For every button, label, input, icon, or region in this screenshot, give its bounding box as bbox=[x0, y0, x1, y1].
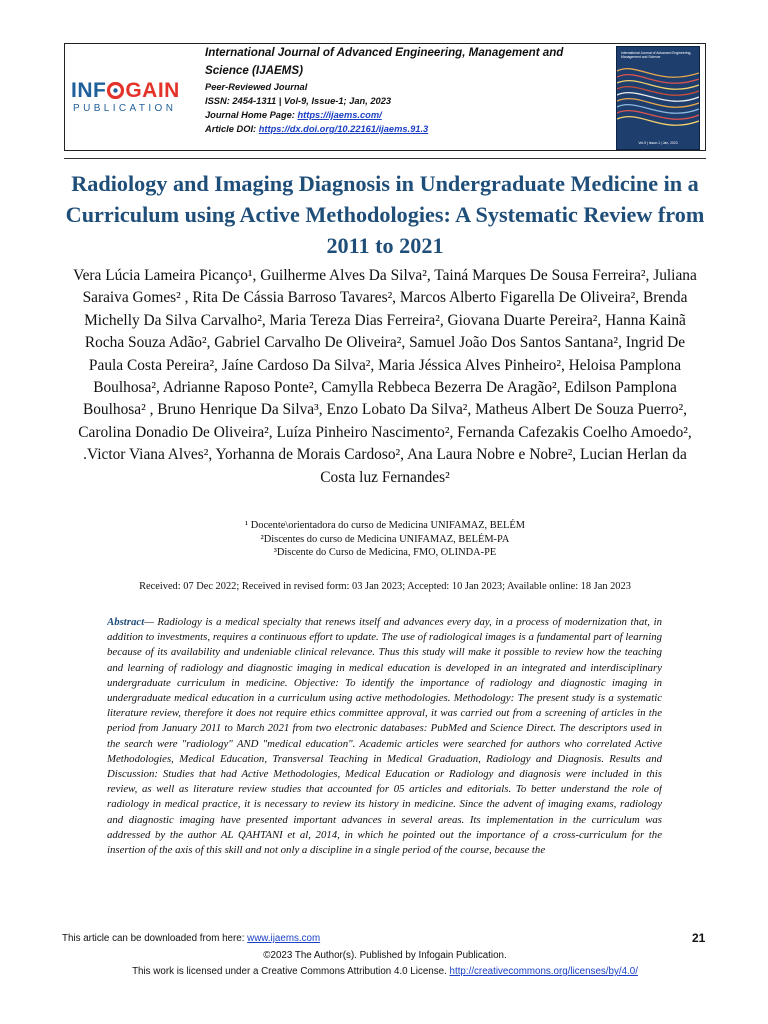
download-line bbox=[62, 932, 320, 945]
license-link[interactable]: http://creativecommons.org/licenses/by/4.0/ bbox=[449, 966, 638, 977]
logo-o-ring-icon bbox=[106, 82, 125, 99]
affiliation-3: ³Discente do Curso de Medicina, FMO, OLINDA-PE bbox=[273, 547, 497, 558]
page-number: 21 bbox=[692, 931, 706, 945]
journal-header bbox=[64, 43, 706, 151]
journal-title: International Journal of Advanced Engineering, Management and Science (IJAEMS) bbox=[205, 46, 564, 77]
cover-title: International Journal of Advanced Engineering, Management and Science bbox=[621, 51, 692, 60]
infogain-logo bbox=[71, 80, 197, 120]
logo-subtitle: PUBLICATION bbox=[73, 103, 177, 114]
logo-text-part1: INF bbox=[71, 79, 107, 102]
license-line bbox=[64, 965, 706, 978]
doi-label: Article DOI: bbox=[205, 124, 259, 134]
publication-dates: Received: 07 Dec 2022; Received in revised form: 03 Jan 2023; Accepted: 10 Jan 2023; Available online: 18 Jan 2023 bbox=[139, 581, 631, 592]
homepage-line bbox=[205, 108, 610, 122]
copyright-line: ©2023 The Author(s). Published by Infogain Publication. bbox=[263, 950, 507, 961]
peer-reviewed-label: Peer-Reviewed Journal bbox=[205, 82, 308, 92]
doi-link[interactable]: https://dx.doi.org/10.22161/ijaems.91.3 bbox=[258, 124, 429, 134]
header-divider bbox=[64, 158, 706, 159]
download-label: This article can be downloaded from here: bbox=[62, 933, 248, 944]
affiliations bbox=[64, 519, 706, 560]
doi-line bbox=[205, 122, 610, 136]
homepage-link[interactable]: https://ijaems.com/ bbox=[297, 110, 382, 120]
download-link[interactable]: www.ijaems.com bbox=[247, 933, 321, 944]
logo-text-part2: GAIN bbox=[125, 79, 180, 102]
journal-info bbox=[205, 44, 610, 136]
author-list: Vera Lúcia Lameira Picanço¹, Guilherme Alves Da Silva², Tainá Marques De Sousa Ferreira², Juliana Saraiva Gomes² , Rita De Cássia Barroso Tavares², Marcos Alberto Figarella De Oliveira², Brenda Michelly Da Silva Carvalho², Maria Tereza Dias Ferreira², Giovana Duarte Pereira², Hanna Kainã Rocha Souza Adão², Gabriel Carvalho De Oliveira², Samuel João Dos Santos Santana², Ingrid De Paula Costa Pereira², Jaíne Cardoso Da Silva², Maria Jéssica Alves Pinheiro², Heloisa Pamplona Boulhosa², Adrianne Raposo Ponte², Camylla Rebbeca Bezerra De Aragão², Edilson Pamplona Boulhosa² , Bruno Henrique Da Silva³, Enzo Lobato Da Silva², Matheus Albert De Souza Puerro², Carolina Donadio De Oliveira², Luíza Pinheiro Nascimento², Fernanda Cafezakis Coelho Amoedo², .Victor Viana Alves², Yorhanna de Morais Cardoso², Ana Laura Nobre e Nobre², Lucian Herlan da Costa luz Fernandes² bbox=[73, 267, 697, 486]
issn-line: ISSN: 2454-1311 | Vol-9, Issue-1; Jan, 2023 bbox=[205, 96, 392, 106]
abstract bbox=[107, 615, 662, 919]
license-label: This work is licensed under a Creative Commons Attribution 4.0 License. bbox=[132, 966, 450, 977]
cover-footer: Vol-9 | Issue-1 | Jan, 2023 bbox=[638, 140, 678, 145]
affiliation-2: ²Discentes do curso de Medicina UNIFAMAZ, BELÉM-PA bbox=[260, 533, 510, 545]
paper-title: Radiology and Imaging Diagnosis in Undergraduate Medicine in a Curriculum using Active Methodologies: A Systematic Review from 2011 to 2021 bbox=[65, 171, 705, 258]
abstract-label: Abstract bbox=[107, 616, 145, 628]
journal-cover-thumbnail bbox=[616, 46, 700, 150]
homepage-label: Journal Home Page: bbox=[205, 110, 298, 120]
cover-wave-art bbox=[617, 65, 699, 127]
affiliation-1: ¹ Docente\orientadora do curso de Medicina UNIFAMAZ, BELÉM bbox=[245, 520, 525, 531]
abstract-text: — Radiology is a medical specialty that renews itself and advances every day, in a process of modernization that, in addition to investments, requires a continuous effort to update. The use of radiological images is a fundamental part of learning because of its availability and undeniable clinical relevance. Thus this study will make it possible to review how the teaching and learning of radiology and diagnostic imaging in medical education is developed in an integrated and interdisciplinary undergraduate curriculum in medicine. Objective: To identify the importance of radiology and diagnostic imaging in undergraduate medical education in a curriculum using active methodologies. Methodology: The present study is a systematic literature review, therefore it does not require ethics committee approval, it was carried out from a screening of articles in the period from January 2011 to March 2021 from two electronic databases: PubMed and Science Direct. The descriptors used in the search were "radiology" AND "medical education". Academic articles were searched for authors who correlated Active Methodologies, Medical Education, Transversal Teaching in Medical Graduation, Radiology and Diagnosis. Results and Discussion: Studies that had Active Methodologies, Medical Education or Radiology and diagnosis were included in this review, as well as literature review studies that accounted for 05 articles and editorials. To better understand the role of radiology in medical practice, it is necessary to review its history in medicine. Since the advent of imaging exams, radiology and diagnostic imaging have presented important advances in several areas. Its implementation in the curriculum was addressed by the author AL QAHTANI et al, 2014, in which he pointed out the importance of a cross-curriculum for the insertion of the axis of this skill and not only a discipline in a single period of the course, because the bbox=[107, 616, 662, 857]
